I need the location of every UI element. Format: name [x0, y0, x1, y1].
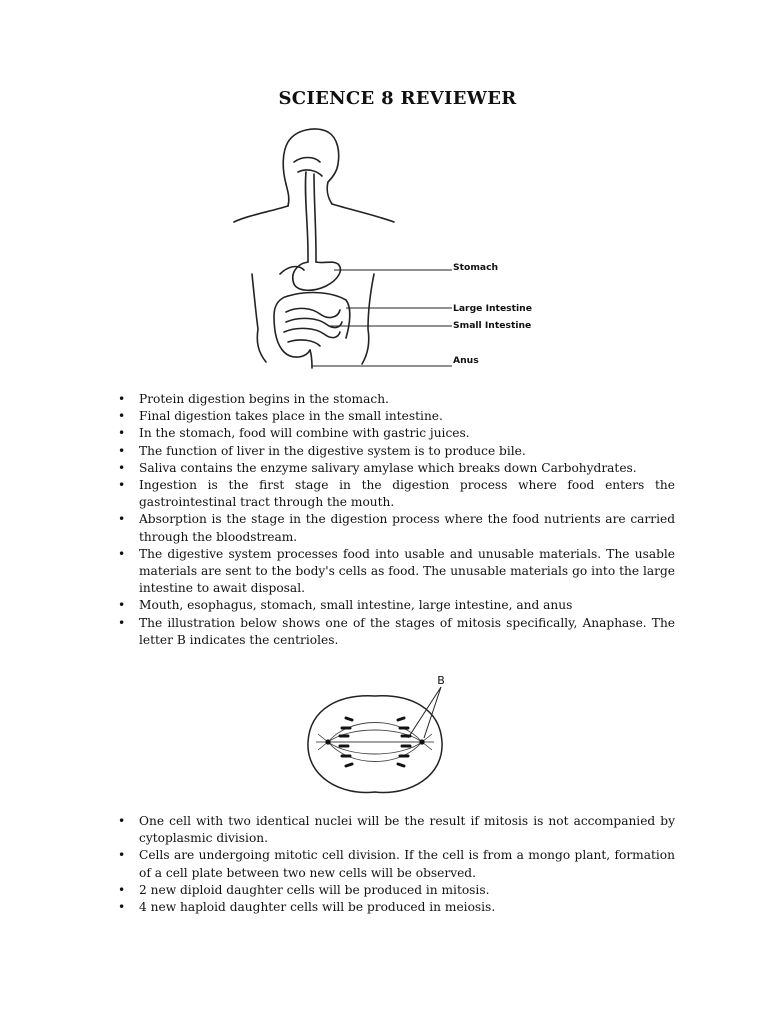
list-item: • 2 new diploid daughter cells will be produced in mitosis. — [118, 882, 675, 899]
label-b: B — [437, 674, 445, 687]
list-item: • The illustration below shows one of the stages of mitosis specifically, Anaphase. The letter B indicates the centrioles. — [118, 615, 675, 649]
label-large-intestine: Large Intestine — [453, 303, 532, 314]
list-item: • Absorption is the stage in the digestion process where the food nutrients are carried through the bloodstream. — [118, 511, 675, 545]
list-item: • The digestive system processes food into usable and unusable materials. The usable materials are sent to the body's cells as food. The unusable materials go into the large intestine to await disposal. — [118, 546, 675, 598]
label-anus: Anus — [453, 355, 479, 366]
list-item: • Cells are undergoing mitotic cell division. If the cell is from a mongo plant, formation of a cell plate between two new cells will be observed. — [118, 847, 675, 881]
mitosis-anaphase-diagram — [300, 672, 450, 802]
label-stomach: Stomach — [453, 262, 499, 273]
list-item: • Saliva contains the enzyme salivary amylase which breaks down Carbohydrates. — [118, 460, 675, 477]
centriole-left — [325, 739, 330, 744]
list-item: • Mouth, esophagus, stomach, small intestine, large intestine, and anus — [118, 597, 675, 614]
page-title: SCIENCE 8 REVIEWER — [278, 88, 517, 109]
list-item: • Ingestion is the first stage in the digestion process where food enters the gastrointestinal tract through the mouth. — [118, 477, 675, 511]
list-item: • 4 new haploid daughter cells will be produced in meiosis. — [118, 899, 675, 916]
list-item: • Final digestion takes place in the small intestine. — [118, 408, 675, 425]
list-item: • One cell with two identical nuclei will be the result if mitosis is not accompanied by cytoplasmic division. — [118, 813, 675, 847]
centriole-right — [419, 739, 424, 744]
bullet-list-digestion — [118, 391, 675, 649]
label-small-intestine: Small Intestine — [453, 320, 532, 331]
bullet-list-mitosis — [118, 813, 675, 916]
list-item: • The function of liver in the digestive system is to produce bile. — [118, 443, 675, 460]
list-item: • Protein digestion begins in the stomach. — [118, 391, 675, 408]
digestive-system-diagram — [228, 124, 538, 374]
list-item: • In the stomach, food will combine with gastric juices. — [118, 425, 675, 442]
